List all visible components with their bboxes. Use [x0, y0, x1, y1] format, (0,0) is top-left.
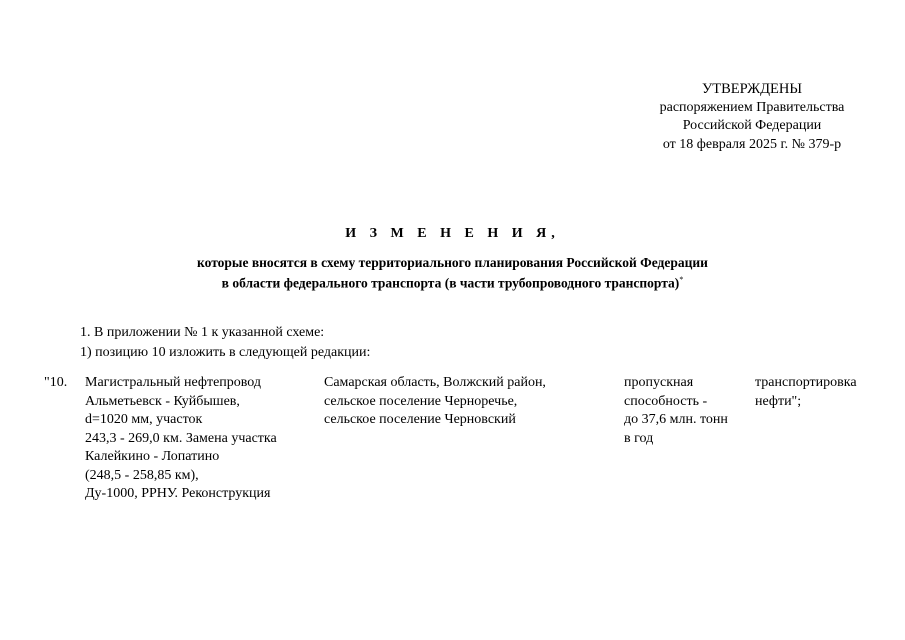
- subtitle-line: [0, 271, 905, 292]
- location-line: Самарская область, Волжский район,: [324, 375, 546, 390]
- paragraph-2: 1) позицию 10 изложить в следующей редакции:: [80, 345, 371, 360]
- approval-line: распоряжением Правительства: [659, 99, 845, 115]
- subtitle-text: в области федерального транспорта (в части трубопроводного транспорта): [221, 275, 680, 291]
- characteristics-line: способность -: [624, 393, 708, 409]
- characteristics-line: до 37,6 млн. тонн: [624, 412, 728, 427]
- location-line: сельское поселение Черноречье,: [324, 393, 518, 409]
- purpose-cell: [755, 374, 875, 411]
- object-line: Магистральный нефтепровод: [85, 375, 262, 390]
- document-title: И З М Е Н Е Н И Я,: [345, 226, 560, 241]
- subtitle-line: которые вносятся в схему территориального планирования Российской Федерации: [197, 255, 708, 270]
- object-line: Калейкино - Лопатино: [85, 449, 220, 464]
- object-line: 243,3 - 269,0 км. Замена участка: [85, 430, 277, 446]
- object-line: (248,5 - 258,85 км),: [85, 467, 199, 483]
- object-line: Альметьевск - Куйбышев,: [85, 393, 240, 409]
- approval-block: [647, 80, 857, 154]
- document-heading: [0, 226, 905, 292]
- approval-date: от 18 февраля 2025 г. № 379-р: [662, 136, 842, 152]
- object-line: d=1020 мм, участок: [85, 412, 203, 427]
- location-cell: [324, 374, 609, 430]
- object-cell: [85, 374, 310, 504]
- approval-status: УТВЕРЖДЕНЫ: [701, 81, 803, 97]
- purpose-line: нефти";: [755, 393, 802, 409]
- position-number: "10.: [44, 375, 68, 390]
- location-line: сельское поселение Черновский: [324, 412, 516, 427]
- approval-line: Российской Федерации: [682, 118, 822, 133]
- characteristics-line: пропускная: [624, 375, 694, 390]
- footnote-mark: *: [679, 275, 684, 284]
- paragraph-1: 1. В приложении № 1 к указанной схеме:: [80, 325, 325, 340]
- object-line: Ду-1000, РРНУ. Реконструкция: [85, 486, 271, 501]
- characteristics-line: в год: [624, 430, 654, 446]
- characteristics-cell: [624, 374, 744, 448]
- document-subtitle: [0, 254, 905, 292]
- purpose-line: транспортировка: [755, 375, 857, 390]
